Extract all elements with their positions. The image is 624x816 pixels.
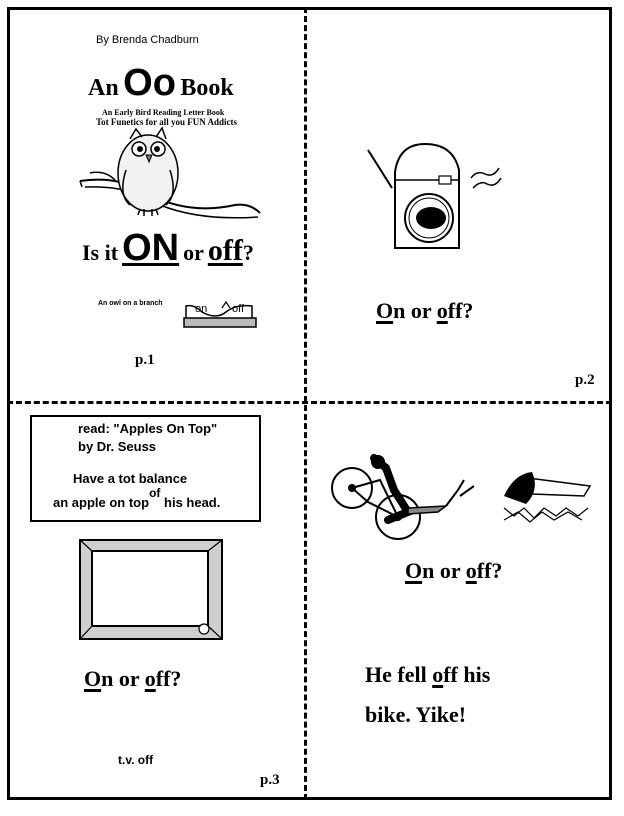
horizontal-cut-line [7,401,612,404]
activity-line-4-sup: of [149,486,161,500]
question-is-it: Is it [82,240,119,265]
page4-off-ff: ff? [476,558,503,583]
bike-crash-illustration [328,450,598,545]
page3-off-o: o [144,666,156,691]
page3-on-n: n [101,666,114,691]
page-number-3: p.3 [260,772,280,788]
sentence-off-o: o [432,662,444,687]
activity-line-1: read: "Apples On Top" [78,421,218,436]
page4-off-o: o [465,558,477,583]
page-number-1: p.1 [135,352,155,368]
washing-machine-illustration [365,140,505,260]
sentence-his: his [463,662,491,687]
tv-screen-illustration [79,539,223,640]
question-mark: ? [242,240,254,265]
owl-caption: An owl on a branch [98,300,163,307]
page4-on-o: O [405,558,423,583]
sentence-off-ff: ff [443,662,458,687]
activity-line-4b: his head. [164,495,221,510]
page4-on-n: n [422,558,435,583]
on-off-switch-illustration [182,300,258,330]
book-title [88,62,234,105]
page3-on-o: O [84,666,102,691]
subtitle-line-1: An Early Bird Reading Letter Book [102,108,225,117]
activity-line-3: Have a tot balance [73,471,188,486]
sentence-he-fell: He fell [365,662,427,687]
subtitle-line-2: Tot Funetics for all you FUN Addicts [96,117,238,127]
activity-line-2: by Dr. Seuss [78,439,157,454]
page3-off-ff: ff? [155,666,182,691]
owl-on-branch-illustration [60,125,270,225]
question-or: or [183,240,204,265]
page2-question [376,298,473,324]
page2-or: or [410,298,432,323]
page3-question [84,666,181,692]
page2-off-ff: ff? [447,298,474,323]
title-an: An [88,75,119,101]
activity-line-4a: an apple on top [53,495,150,510]
story-sentence-line-1 [365,662,490,688]
page-number-2: p.2 [575,372,595,388]
story-sentence-line-2: bike. Yike! [365,702,467,727]
page4-question [405,558,502,584]
title-oo: Oo [123,62,176,104]
question-on: ON [122,227,180,269]
page4-or: or [439,558,461,583]
page2-on-n: n [393,298,406,323]
question-off-word [208,234,254,267]
activity-line-4 [53,486,220,510]
switch-off-label: off [232,303,245,315]
question-off: off [207,234,243,267]
page2-off-o: o [436,298,448,323]
page3-or: or [118,666,140,691]
page2-on-o: O [376,298,394,323]
title-book: Book [180,75,234,101]
question-heading [82,227,254,270]
author-credit: By Brenda Chadburn [96,34,199,46]
switch-on-label: on [195,303,208,315]
tv-caption: t.v. off [118,753,154,767]
